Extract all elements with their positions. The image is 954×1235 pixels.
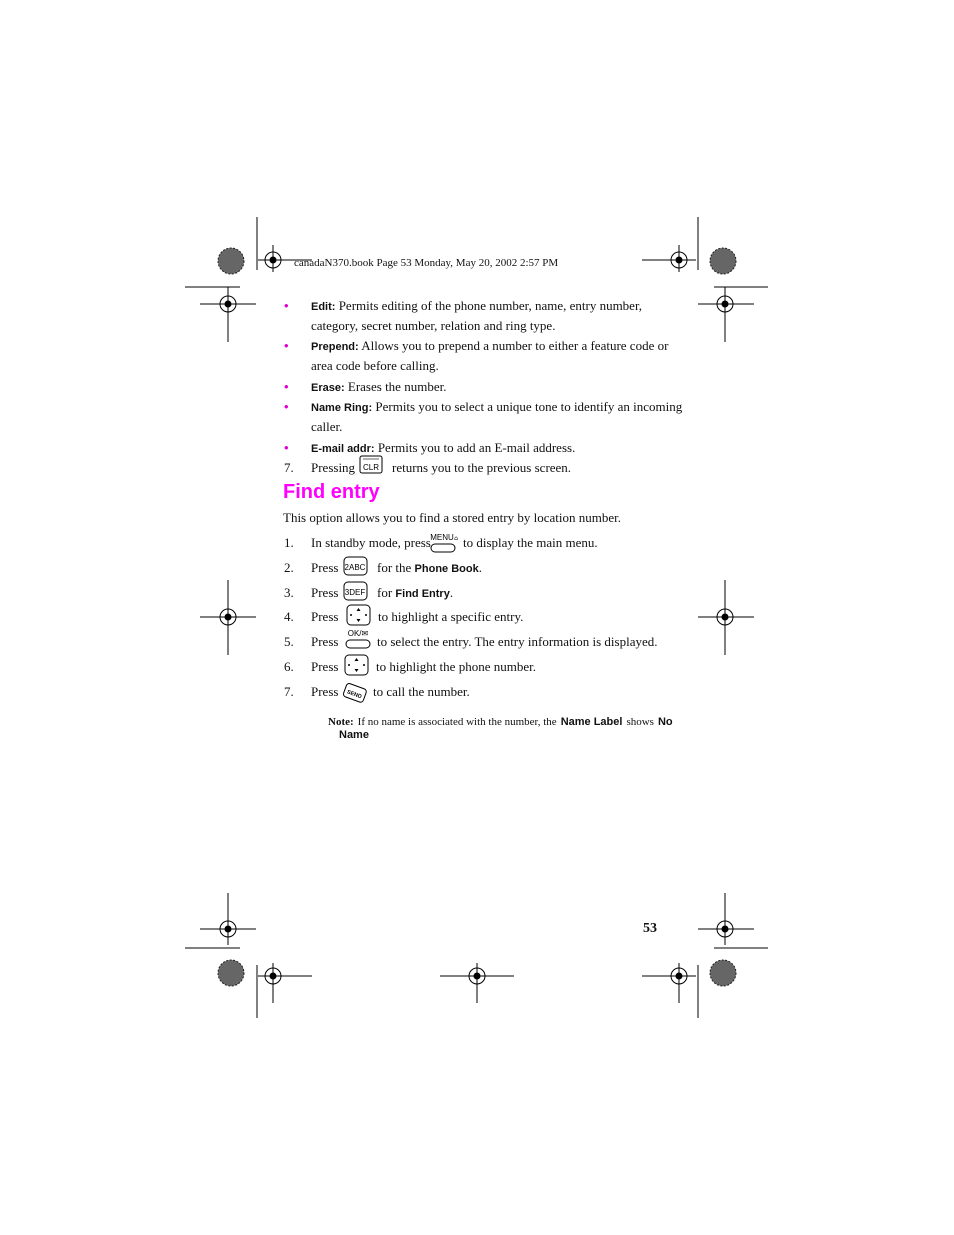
step-end: .	[478, 560, 482, 575]
bullet-term: Name Ring:	[311, 402, 373, 414]
note-label: Note:	[328, 716, 354, 728]
step-text-after: to highlight a specific entry.	[378, 609, 524, 624]
bullet-text: Allows you to prepend a number to either a feature code or	[361, 338, 669, 353]
list-item	[311, 440, 575, 456]
step-text: for	[377, 585, 393, 600]
key-3def-icon	[343, 580, 369, 602]
note-mid: shows	[626, 716, 654, 728]
bullet-marker: •	[284, 440, 289, 455]
bullet-text-cont: caller.	[311, 419, 343, 434]
step-text-before: Pressing	[311, 460, 356, 475]
send-key-label: SEND	[345, 689, 363, 701]
bullet-text: Permits editing of the phone number, name, entry number,	[338, 298, 643, 313]
nav-key-icon	[346, 604, 372, 626]
bullet-term: Erase:	[311, 382, 345, 394]
bullet-text: Permits you to add an E-mail address.	[377, 440, 576, 455]
bullet-term: Prepend:	[311, 341, 359, 353]
bullet-term: Edit:	[311, 301, 336, 313]
step-text-after: to highlight the phone number.	[376, 659, 536, 674]
note-bold-name-label: Name Label	[560, 716, 623, 728]
step-number: 6.	[284, 659, 294, 674]
bullet-text-cont: area code before calling.	[311, 358, 439, 373]
step-text-before: Press	[311, 585, 339, 600]
bullet-text: Permits you to select a unique tone to identify an incoming	[375, 399, 683, 414]
step-number: 3.	[284, 585, 294, 600]
key-3def-label: 3DEF	[344, 588, 366, 597]
step-number: 7.	[284, 460, 294, 475]
step-number: 2.	[284, 560, 294, 575]
step-text-before: Press	[311, 634, 339, 649]
step-bold: Phone Book	[414, 563, 479, 575]
key-2abc-icon	[343, 555, 369, 577]
step-text-after	[377, 560, 482, 576]
step-text-after	[377, 585, 453, 601]
step-text-after: to display the main menu.	[463, 535, 598, 550]
step-text: for the	[377, 560, 412, 575]
send-key-icon	[342, 682, 368, 706]
list-item	[311, 399, 682, 415]
bullet-marker: •	[284, 338, 289, 353]
step-number: 4.	[284, 609, 294, 624]
bullet-term: E-mail addr:	[311, 443, 375, 455]
file-info-header: canadaN370.book Page 53 Monday, May 20, 2002 2:57 PM	[294, 257, 559, 269]
step-text-before: Press	[311, 659, 339, 674]
section-title: Find entry	[283, 481, 380, 503]
note-bold-name: Name	[339, 729, 369, 741]
step-number: 5.	[284, 634, 294, 649]
nav-key-icon	[344, 654, 370, 676]
step-text-before: Press	[311, 609, 339, 624]
step-text-before: Press	[311, 560, 339, 575]
step-number: 7.	[284, 684, 294, 699]
note	[328, 712, 673, 730]
clr-key-label: CLR	[362, 463, 380, 472]
bullet-marker: •	[284, 379, 289, 394]
step-text-after: to select the entry. The entry information is displayed.	[377, 634, 658, 649]
bullet-text-cont: category, secret number, relation and ring type.	[311, 318, 556, 333]
bullet-marker: •	[284, 298, 289, 313]
list-item	[311, 338, 668, 354]
note-bold-no: No	[657, 716, 673, 728]
bullet-text: Erases the number.	[347, 379, 447, 394]
step-text-after: returns you to the previous screen.	[392, 460, 572, 475]
svg-text:⌂: ⌂	[454, 535, 458, 542]
bullet-marker: •	[284, 399, 289, 414]
step-text-after: to call the number.	[373, 684, 470, 699]
list-item	[311, 379, 446, 395]
ok-key-icon	[344, 628, 372, 650]
section-intro: This option allows you to find a stored entry by location number.	[283, 510, 621, 525]
list-item	[311, 298, 642, 314]
ok-key-label: OK/✉	[347, 629, 369, 638]
menu-key-label: MENU	[430, 533, 454, 542]
key-2abc-label: 2ABC	[344, 563, 366, 572]
step-bold: Find Entry	[395, 588, 450, 600]
menu-key-icon	[428, 532, 458, 554]
step-number: 1.	[284, 535, 294, 550]
clr-key-icon	[359, 455, 383, 475]
page-number: 53	[643, 921, 657, 936]
step-end: .	[449, 585, 454, 600]
note-text: If no name is associated with the number, the	[357, 716, 557, 728]
step-text-before: In standby mode, press	[311, 535, 431, 550]
step-text-before: Press	[311, 684, 339, 699]
